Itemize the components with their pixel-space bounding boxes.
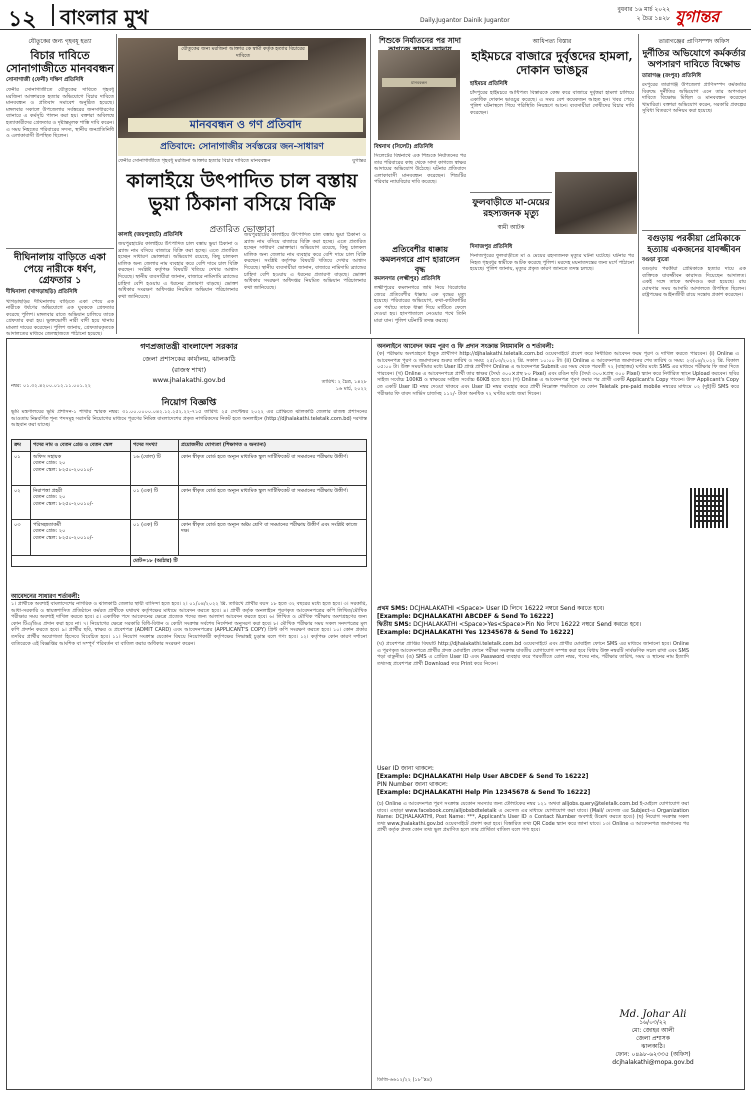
ad-memo-number: নম্বর: ০১.৩২.৪২০০.০১২.১১.০০১.২২ [11, 383, 91, 389]
article-body: সিলেটের বিশ্বনাথে এক শিশুকে নির্যাতনের পর তার পরিবারের কাছ থেকে সাদা কাগজে স্বাক্ষর আদায়ের অভিযোগ উঠেছে। ঘটনার প্রতিবাদে এলাকাবাসী মানববন্ধন করেছেন। শিশুটির পরিবার ন্যায়বিচার দাবি করেছে। [374, 153, 466, 186]
ad-government: গণপ্রজাতন্ত্রী বাংলাদেশ সরকার [140, 342, 238, 351]
article-byline: দীঘিনালা (খাগড়াছড়ি) প্রতিনিধি [6, 288, 78, 295]
article-haimchar [470, 36, 634, 186]
ad-column-rule [371, 339, 372, 1089]
table-total-row: মোট=১৮ (আঠার) টি [12, 555, 366, 567]
ad-intro: ভূমি মন্ত্রণালয়ের ভূমি প্রশাসন-১ শাখার স্মারক নম্বর: ৩১.০০.০০০০.০৪২.১২.২৫২.২২-৭১৫ তারিখ: ২৫ সেপ্টেম্বর ২০২২ এর প্রেক্ষিতে ঝালকাঠি জেলার রাজস্ব প্রশাসনের আওতায় নিম্নবর্ণিত শূন্য পদসমূহ সরাসরি নিয়োগের মাধ্যমে পূরণের নিমিত্ত বাংলাদেশের প্রকৃত নাগরিকদের নিকট হতে অনলাইনে (http://djhalakathi.teletalk.com.bd) দরখাস্ত আহবান করা যাচ্ছে। [11, 409, 367, 429]
ad-title: নিয়োগ বিজ্ঞপ্তি [161, 398, 217, 408]
article-body: লক্ষ্মীপুরের কমলনগরে জমি নিয়ে বিরোধের জেরে প্রতিবেশীর ধাক্কায় এক বৃদ্ধের মৃত্যু হয়েছে। পরিবারের অভিযোগ, কথা-কাটাকাটির এক পর্যায়ে তাকে ধাক্কা দিয়ে মাটিতে ফেলে দেওয়া হয়। হাসপাতালে নেওয়ার পথে তিনি মারা যান। পুলিশ ঘটনাটি তদন্ত করছে। [374, 285, 466, 324]
signatory-block [567, 1011, 739, 1067]
recruitment-advertisement [6, 338, 745, 1090]
article-body-continued: জয়পুরহাটের কালাইয়ে উৎপাদিত চাল বস্তায় ভুয়া ঠিকানা ও ব্র্যান্ড নাম বসিয়ে বাজারে বিক্রি করা হচ্ছে। এতে প্রতারিত হচ্ছেন সাধারণ ভোক্তারা। অভিযোগ রয়েছে, কিছু চালকল মালিক অন্য জেলার নাম ব্যবহার করে বেশি দামে চাল বিক্রি করছেন। সংশ্লিষ্ট কর্তৃপক্ষ বিষয়টি খতিয়ে দেখার আশ্বাস দিয়েছে। স্থানীয় ব্যবসায়ীরা জানান, বাজারে নামিদামি ব্র্যান্ডের চাহিদা বেশি হওয়ায় এ ধরনের প্রতারণা বাড়ছে। ভোক্তা অধিকার সংরক্ষণ অধিদপ্তর নিয়মিত অভিযান পরিচালনার কথা জানিয়েছে। [244, 232, 366, 291]
article-deck: প্রতারিত ভোক্তারা [209, 225, 275, 235]
article-deck: স্বামী আটক [497, 224, 525, 231]
table-row: ০৩ পরিচ্ছন্নতাকর্মী বেতন গ্রেড: ২০ বেতন স্কেল: ৮২৫০-২০০১০/- ০১ (এক) টি কোন স্বীকৃত বোর্ড হতে অন্যূন অষ্টম শ্রেণি বা সমমানের পরীক্ষায় উত্তীর্ণ এবং সংশ্লিষ্ট কাজে দক্ষ। [12, 519, 366, 555]
signatory-district: ঝালকাঠি। [641, 1043, 665, 1050]
article-kalai-rice [118, 170, 366, 300]
article-body: বগুড়ায় পরকীয়া প্রেমিকাকে হত্যার দায়ে এক ব্যক্তিকে যাবজ্জীবন কারাদণ্ড দিয়েছেন আদালত। একই সঙ্গে তাকে অর্থদণ্ডও করা হয়েছে। রায় ঘোষণার সময় আসামি আদালতে উপস্থিত ছিলেন। রাষ্ট্রপক্ষের আইনজীবী রায়ে সন্তোষ প্রকাশ করেছেন। [642, 266, 746, 299]
ad-website: www.jhalakathi.gov.bd [152, 376, 226, 384]
article-body: চাঁদপুরের হাইমচরে আধিপত্য বিস্তারকে কেন্দ্র করে বাজারে দুর্বৃত্তরা হামলা চালিয়ে একাধিক দোকান ভাঙচুর করেছে। এ সময় বেশ কয়েকজন আহত হন। খবর পেয়ে পুলিশ ঘটনাস্থলে গিয়ে পরিস্থিতি নিয়ন্ত্রণে আনে। ব্যবসায়ীরা দোষীদের বিচার দাবি করেছেন। [470, 90, 634, 116]
online-instructions-3: (চ) Online এ আবেদনপত্র পূরণ সংক্রান্ত যেকোন সমস্যার জন্য টেলিটকের নম্বর ১২১ অথবা alljobs.query@teletalk.com.bd ই-মেইলে যোগাযোগ করা যাবে। এছাড়া www.facebook.com/alljobsbdteletalk এ মেসেজ এর মাধ্যমে যোগাযোগ করা যাবে। (Mail/ মেসেজ এর Subject-এ Organization Name: DCJHALAKATHI, Post Name: ***, Applicant's User ID ও Contact Number অবশ্যই উল্লেখ করতে হবে।) (ছ) নিয়োগ সংক্রান্ত সকল তথ্য www.jhalakathi.gov.bd ওয়েবসাইটে প্রকাশ করা হবে। বিস্তারিত তথ্য QR Code স্ক্যান করে জানা যাবে। ১৩। Online এ আবেদনপত্র জমাদানের পর প্রার্থী কর্তৃক প্রদত্ত কোন তথ্য ভুল প্রমাণিত হলে তার প্রার্থিতা বাতিল বলে গণ্য হবে। [377, 801, 689, 834]
page-number: ১২ [8, 6, 37, 32]
signature-date: ১৬/০৩/২২ [639, 1019, 667, 1026]
article-fulbari [470, 198, 552, 233]
signatory-email: dcjhalakathi@mopa.gov.bd [612, 1059, 694, 1066]
article-body: জয়পুরহাটের কালাইয়ে উৎপাদিত চাল বস্তায় ভুয়া ঠিকানা ও ব্র্যান্ড নাম বসিয়ে বাজারে বিক্রি করা হচ্ছে। এতে প্রতারিত হচ্ছেন সাধারণ ভোক্তারা। অভিযোগ রয়েছে, কিছু চালকল মালিক অন্য জেলার নাম ব্যবহার করে বেশি দামে চাল বিক্রি করছেন। সংশ্লিষ্ট কর্তৃপক্ষ বিষয়টি খতিয়ে দেখার আশ্বাস দিয়েছে। স্থানীয় ব্যবসায়ীরা জানান, বাজারে নামিদামি ব্র্যান্ডের চাহিদা বেশি হওয়ায় এ ধরনের প্রতারণা বাড়ছে। ভোক্তা অধিকার সংরক্ষণ অধিদপ্তর নিয়মিত অভিযান পরিচালনার কথা জানিয়েছে। [118, 241, 238, 300]
newspaper-logo: যুগান্তর [675, 7, 720, 26]
article-bishwanath-body [374, 144, 466, 245]
ad-branch: (রাজস্ব শাখা) [171, 366, 207, 374]
page-header [0, 0, 751, 30]
terms-title: আবেদনের সাধারণ শর্তাবলী: [11, 593, 80, 600]
sms2-example: [Example: DCJHALAKATHI Yes 12345678 & Send To 16222] [377, 629, 574, 636]
photo-banner: মানববন্ধন [382, 78, 456, 87]
signatory-name: মো: জোহর আলী [631, 1027, 675, 1034]
article-byline: তারাগঞ্জ (রংপুর) প্রতিনিধি [642, 73, 701, 79]
fulbari-photo [555, 172, 637, 234]
column-rule [116, 34, 117, 334]
signature: Md. Johar Ali [619, 1009, 687, 1020]
terms-body: ১। প্রার্থীকে অবশ্যই বাংলাদেশের নাগরিক ও ঝালকাঠি জেলার স্থায়ী বাসিন্দা হতে হবে। ২। ০১/০৪/২০২২ খ্রি. তারিখে প্রার্থীর বয়স ১৮ হতে ৩২ বছরের মধ্যে হতে হবে। ৩। সরকারি, আধা-সরকারি ও স্বায়ত্তশাসিত প্রতিষ্ঠানে কর্মরত প্রার্থীকে যথাযথ কর্তৃপক্ষের মাধ্যমে আবেদন করতে হবে। ৪। প্রার্থী কর্তৃক অনলাইনে পূরণকৃত আবেদনপত্রের কপি লিখিত/মৌখিক পরীক্ষার সময় অবশ্যই দাখিল করতে হবে। ৫। একাধিক পদে আবেদনের ক্ষেত্রে প্রত্যেক পদের জন্য আলাদা আবেদন করতে হবে। ৬। লিখিত ও মৌখিক পরীক্ষায় অংশগ্রহণের জন্য কোন টিএ/ডিএ প্রদান করা হবে না। ৭। নিয়োগের ক্ষেত্রে সরকারি বিধি-বিধান ও কোটা সংক্রান্ত সর্বশেষ নির্দেশনা অনুসরণ করা হবে। ৮। মৌখিক পরীক্ষার সময় সকল সনদপত্রের মূল কপি প্রদর্শন করতে হবে। ৯। প্রার্থীর ছবি, স্বাক্ষর ও প্রবেশপত্র (ADMIT CARD) এবং আবেদনপত্রের (APPLICANT'S COPY) প্রিন্ট কপি সংরক্ষণ করতে হবে। ১০। কোন প্রকার তদবির প্রার্থীর অযোগ্যতা হিসেবে বিবেচিত হবে। ১১। নিয়োগ সংক্রান্ত যেকোন বিষয়ে নিয়োগকারী কর্তৃপক্ষের সিদ্ধান্তই চূড়ান্ত বলে গণ্য হবে। ১২। কর্তৃপক্ষ কোন কারণ দর্শানো ব্যতিরেকে এই বিজ্ঞপ্তির আংশিক বা সম্পূর্ণ পরিবর্তন বা বাতিল করার অধিকার সংরক্ষণ করেন। [11, 601, 367, 647]
article-body: রংপুরের তারাগঞ্জ উপজেলা প্রাণিসম্পদ কর্মকর্তার বিরুদ্ধে দুর্নীতির অভিযোগ এনে তার অপসারণ দাবিতে বিক্ষোভ মিছিল ও মানববন্ধন করেছেন খামারিরা। বক্তারা অভিযোগ করেন, সরকারি প্রকল্পের সুবিধা বিতরণে অনিয়ম করা হয়েছে। [642, 82, 746, 115]
article-byline: কমলনগর (লক্ষ্মীপুর) প্রতিনিধি [374, 276, 441, 282]
section-title: বাংলার মুখ [60, 5, 149, 29]
article-byline: বিশ্বনাথ (সিলেট) প্রতিনিধি [374, 144, 433, 150]
article-kicker: আধিপত্য বিস্তার [532, 38, 572, 45]
article-headline: বিচার দাবিতে সোনাগাজীতে মানববন্ধন [6, 49, 114, 75]
article-byline: সোনাগাজী (ফেনী) দক্ষিণ প্রতিনিধি [6, 77, 84, 83]
article-kicker: তারাগঞ্জের প্রাণিসম্পদ অফিস [658, 38, 730, 45]
table-header-cell: প্রয়োজনীয় যোগ্যতা (শিক্ষাগত ও অন্যান্য) [178, 440, 366, 451]
divider [6, 248, 114, 249]
article-bogura [642, 234, 746, 322]
article-headline: দুর্নীতির অভিযোগে কর্মকর্তার অপসারণ দাবিতে বিক্ষোভ [642, 49, 746, 70]
social-handles: Daily.Jugantor Dainik Jugantor [420, 17, 510, 24]
sms-instructions: প্রথম SMS: DCJHALAKATHI <Space> User ID লিখে 16222 নম্বরে Send করতে হবে। [Example: DCJHALAKATHI ABCDEF & Send To 16222] দ্বিতীয় SMS: DCJHALAKATHI <Space>Yes<Space>Pin No লিখে 16222 নম্বরে Send করতে হবে। [Example: DCJHALAKATHI Yes 12345678 & Send To 16222] [377, 605, 739, 637]
article-byline: দিনাজপুর প্রতিনিধি [470, 244, 513, 250]
signatory-phone: ফোন: ০৪৯৮-৬২৩৩৫ (অফিস) [615, 1051, 691, 1058]
article-headline: প্রতিবেশীর ধাক্কায় কমলনগরে প্রাণ হারালেন বৃদ্ধ [380, 244, 460, 274]
article-headline: কালাইয়ে উৎপাদিত চাল বস্তায় ভুয়া ঠিকানা বসিয়ে বিক্রি [126, 170, 358, 215]
article-byline: কালাই (জয়পুরহাট) প্রতিনিধি [118, 232, 183, 238]
photo-banner-bottom: প্রতিবাদে: সোনাগাজীর সর্বস্তরের জন-সাধারণ [118, 138, 366, 156]
article-headline: বগুড়ায় পরকীয়া প্রেমিকাকে হত্যায় একজনের যাবজ্জীবন [647, 234, 741, 255]
photo-banner-main: মানববন্ধন ও গণ প্রতিবাদ [128, 118, 363, 132]
header-divider [52, 4, 54, 26]
password-retrieval: User ID জানা থাকলে: [Example: DCJHALAKATHI Help User ABCDEF & Send To 16222] PIN Number জানা থাকলে: [Example: DCJHALAKATHI Help Pin 12345678 & Send To 16222] [377, 765, 591, 796]
article-headline: ফুলবাড়ীতে মা-মেয়ের রহস্যজনক মৃত্যু [472, 198, 550, 219]
table-header-cell: পদের নাম ও বেতন গ্রেড ও বেতন স্কেল [30, 440, 130, 451]
table-header-cell: পদের সংখ্যা [130, 440, 178, 451]
vacancy-table [11, 439, 367, 567]
protest-photo [118, 38, 366, 156]
article-fulbari-body [470, 244, 634, 333]
issue-date: বুধবার ১৬ মার্চ ২০২২ ২ চৈত্র ১৪২৮ [617, 6, 670, 22]
ad-code: ডিজি-৬৬১২/২২ (১৮''x৪) [377, 1077, 432, 1083]
photo-credit: যুগান্তর [352, 158, 366, 164]
article-dighinala [6, 252, 114, 337]
divider [470, 192, 552, 193]
table-row: ০২ নিরাপত্তা প্রহরী বেতন গ্রেড: ২০ বেতন স্কেল: ৮২৫০-২০০১০/- ০১ (এক) টি কোন স্বীকৃত বোর্ড হতে অন্যূন মাধ্যমিক স্কুল সার্টিফিকেট বা সমমানের পরীক্ষায় উত্তীর্ণ। [12, 485, 366, 519]
divider [642, 230, 746, 231]
ad-office: জেলা প্রশাসকের কার্যালয়, ঝালকাঠি [142, 355, 236, 363]
article-headline: হাইমচরে বাজারে দুর্বৃত্তদের হামলা, দোকান ভাঙচুর [471, 49, 633, 77]
article-body: খাগড়াছড়ির দীঘিনালায় বাড়িতে একা পেয়ে এক নারীকে ধর্ষণের অভিযোগে এক যুবককে গ্রেফতার করেছে পুলিশ। মঙ্গলবার রাতে অভিযান চালিয়ে তাকে গ্রেফতার করা হয়। ভুক্তভোগী নারী বাদী হয়ে থানায় মামলা দায়ের করেছেন। পুলিশ জানায়, গ্রেফতারকৃতকে আদালতের মাধ্যমে জেলহাজতে পাঠানো হয়েছে। [6, 298, 114, 337]
table-row: ০১ অফিস সহায়ক বেতন গ্রেড: ২০ বেতন স্কেল: ৮২৫০-২০০১০/- ১৬ (ষোল) টি কোন স্বীকৃত বোর্ড হতে অন্যূন মাধ্যমিক স্কুল সার্টিফিকেট বা সমমানের পরীক্ষায় উত্তীর্ণ। [12, 451, 366, 485]
article-kicker: শিশুকে নির্যাতনের পর সাদা [379, 36, 461, 45]
column-rule [370, 34, 371, 334]
photo-banner-small: যৌতুকের জন্য মরজিনা আক্তার কে স্বামী কর্তৃক হত্যার বিচারের দাবিতে [178, 46, 308, 60]
article-headline: দীঘিনালায় বাড়িতে একা পেয়ে নারীকে ধর্ষণ, গ্রেফতার ১ [14, 252, 106, 286]
article-byline: বগুড়া ব্যুরো [642, 257, 669, 263]
photo-caption: ফেনীর সোনাগাজীতে গৃহবধূ মরজিনা আক্তার হত্যার বিচার দাবিতে মানববন্ধন [118, 158, 271, 164]
online-instructions-2: (ঘ) প্রবেশপত্র প্রাপ্তির বিষয়টি http://djhalakathi.teletalk.com.bd ওয়েবসাইটে এবং প্রার্থীর মোবাইল ফোনে SMS এর মাধ্যমে জানানো হবে। Online এ পূরণকৃত আবেদনপত্রে প্রার্থীর প্রদত্ত মোবাইল ফোনে পরীক্ষা সংক্রান্ত যাবতীয় যোগাযোগ সম্পন্ন করা হবে বিধায় উক্ত নম্বরটি সার্বক্ষণিক সচল রাখা এবং SMS পড়া বাঞ্ছনীয়। (ঙ) SMS এ প্রেরিত User ID এবং Password ব্যবহার করে পরবর্তীতে রোল নম্বর, পদের নাম, পরীক্ষার তারিখ, সময় ও স্থানের নাম ইত্যাদি তথ্যসহ প্রবেশপত্র প্রার্থী Download করে Print করে নিবেন। [377, 641, 689, 667]
article-body: দিনাজপুরের ফুলবাড়ীতে মা ও মেয়ের রহস্যজনক মৃত্যুর ঘটনা ঘটেছে। ঘটনার পর নিহত গৃহবধূর স্বামীকে আটক করেছে পুলিশ। মরদেহ ময়নাতদন্তের জন্য মর্গে পাঠানো হয়েছে। পুলিশ জানায়, মৃত্যুর প্রকৃত কারণ জানতে তদন্ত চলছে। [470, 253, 634, 273]
article-taraganj [642, 36, 746, 210]
child-abuse-protest-photo [378, 50, 460, 140]
qr-code-icon [690, 488, 730, 528]
table-header-cell: ক্রম [14, 442, 21, 448]
sms1-example: [Example: DCJHALAKATHI ABCDEF & Send To 16222] [377, 613, 554, 620]
column-rule [638, 34, 639, 334]
online-title: অনলাইনে আবেদন ফরম পূরণ ও ফি প্রদান সংক্রান্ত নিয়মাবলি ও শর্তাবলী: [377, 343, 554, 350]
article-sonagazi [6, 36, 114, 255]
article-kicker: যৌতুকের জন্য গৃহবধূ হত্যা [28, 38, 92, 45]
article-byline: হাইমচর প্রতিনিধি [470, 81, 508, 87]
online-instructions: (ক) পরীক্ষায় অংশগ্রহণে ইচ্ছুক প্রার্থীগণ http://djhalakathi.teletalk.com.bd ওয়েবসাইটে প্রবেশ করে নির্ধারিত আবেদন ফরম পূরণ ও দাখিল করতে পারবেন। (i) Online এ আবেদনপত্র পূরণ ও জমাদানের শুরুর তারিখ ও সময়: ২৫/০৩/২০২২ খ্রি. সকাল ১০:০০ টা। (ii) Online এ আবেদনপত্র জমাদানের শেষ তারিখ ও সময়: ২৩/০৪/২০২২ খ্রি. বিকাল ০৫:০০ টা। উক্ত সময়সীমার মধ্যে User ID প্রাপ্ত প্রার্থীগণ Online এ আবেদনপত্র Submit এর সময় থেকে পরবর্তী ৭২ (বাহাত্তর) ঘণ্টার মধ্যে SMS এর মাধ্যমে পরীক্ষার ফি জমা দিতে পারবেন। (খ) Online এ আবেদনপত্রে প্রার্থী তার স্বাক্ষর (দৈর্ঘ্য ৩০০×প্রস্থ ৮০ Pixel) এবং রঙিন ছবি (দৈর্ঘ্য ৩০০×প্রস্থ ৩০০ Pixel) স্ক্যান করে নির্ধারিত স্থানে Upload করবেন। ছবির সাইজ সর্বোচ্চ 100KB ও স্বাক্ষরের সাইজ সর্বোচ্চ 60KB হতে হবে। (গ) Online এ আবেদনপত্র পূরণ করার পর প্রার্থী একটি Applicant's Copy পাবেন। উক্ত Applicant's Copy তে একটি User ID নম্বর দেওয়া থাকবে এবং User ID নম্বর ব্যবহার করে প্রার্থী নিম্নোক্ত পদ্ধতিতে যে কোন Teletalk pre-paid mobile নম্বরের মাধ্যমে ০২ (দুই)টি SMS করে পরীক্ষার ফি বাবদ সার্ভিস চার্জসহ ১১২/- টাকা অনধিক ৭২ ঘণ্টার মধ্যে জমা দিবেন। [377, 351, 739, 397]
signatory-title: জেলা প্রশাসক [636, 1035, 670, 1042]
table-header-row [12, 440, 366, 451]
ad-date: তারিখ: ২ চৈত্র, ১৪২৮ ১৬ মার্চ, ২০২২ [321, 379, 367, 392]
article-kamalnagar [374, 244, 466, 333]
article-body: ফেনীর সোনাগাজীতে যৌতুকের দাবিতে গৃহবধূ মরজিনা আক্তারকে হত্যার অভিযোগে বিচার দাবিতে মানববন্ধন ও প্রতিবাদ সমাবেশ অনুষ্ঠিত হয়েছে। মঙ্গলবার সকালে উপজেলার সর্বস্তরের জনসাধারণের ব্যানারে এ কর্মসূচি পালন করা হয়। বক্তারা অবিলম্বে হত্যাকারীদের গ্রেফতার ও দৃষ্টান্তমূলক শাস্তি দাবি করেন। এ সময় নিহতের পরিবারের সদস্য, স্থানীয় জনপ্রতিনিধি ও এলাকাবাসী উপস্থিত ছিলেন। [6, 87, 114, 140]
